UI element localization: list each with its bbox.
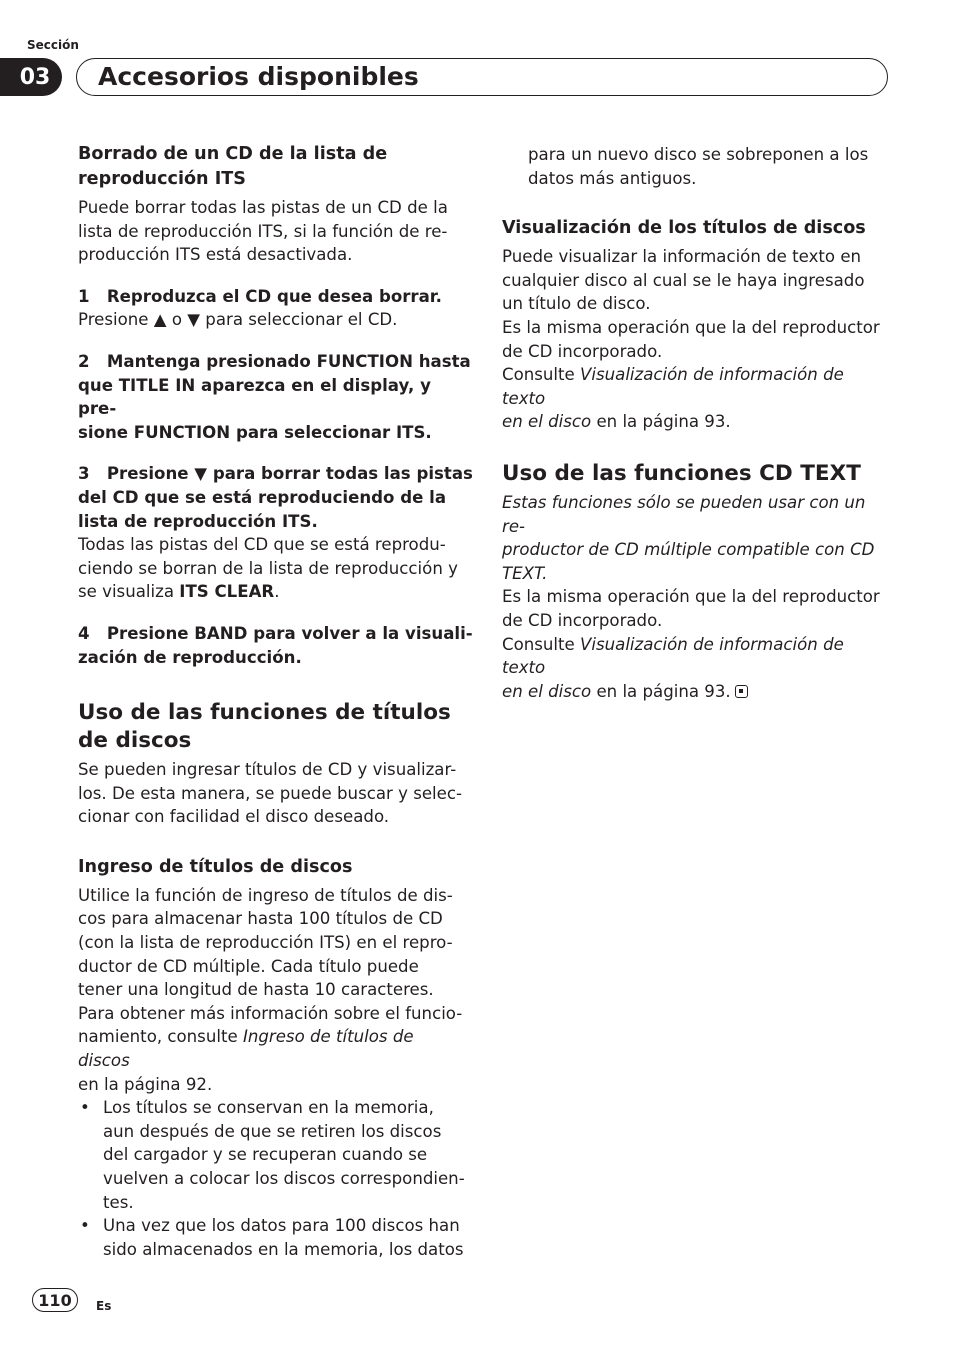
step-3-body-line: se visualiza ITS CLEAR. (78, 582, 280, 602)
page-title: Accesorios disponibles (98, 62, 419, 91)
ingreso-body-line: Para obtener más información sobre el funcio- (78, 1003, 463, 1023)
cdtext-italic-line: Estas funciones sólo se pueden usar con un re- (502, 492, 866, 536)
right-column (502, 143, 892, 703)
ingreso-body-line: cos para almacenar hasta 100 títulos de CD (78, 909, 443, 929)
visualizacion-reference-line: en el disco en la página 93. (502, 412, 731, 432)
left-column (78, 142, 473, 1261)
cdtext-reference-line: en el disco en la página 93. (502, 680, 892, 704)
borrado-body-line: Puede borrar todas las pistas de un CD de la (78, 198, 448, 217)
titles-body-line: cionar con facilidad el disco deseado. (78, 807, 390, 827)
titles-heading-line: Uso de las funciones de títulos (78, 700, 451, 726)
step-3-title-line: 3 Presione ▼ para borrar todas las pistas (78, 464, 473, 484)
visualizacion-body-line: cualquier disco al cual se le haya ingresado (502, 270, 865, 290)
step-4-title-line: zación de reproducción. (78, 647, 302, 667)
step-1-body: Presione ▲ o ▼ para seleccionar el CD. (78, 310, 398, 330)
visualizacion-body-line: Es la misma operación que la del reproductor (502, 317, 880, 337)
ingreso-body-line: ductor de CD múltiple. Cada título puede (78, 956, 419, 976)
step-2-title-line: 2 Mantenga presionado FUNCTION hasta (78, 351, 471, 371)
step-4-title-line: 4 Presione BAND para volver a la visuali- (78, 623, 473, 643)
visualizacion-body-line: Puede visualizar la información de texto en (502, 247, 862, 267)
borrado-heading-line-1: Borrado de un CD de la lista de (78, 144, 388, 164)
visualizacion-reference-link: Visualización de información de texto (502, 365, 844, 408)
ingreso-reference-link: Ingreso de títulos de discos (78, 1027, 414, 1071)
titles-body-line: Se pueden ingresar títulos de CD y visualizar- (78, 760, 457, 780)
step-1-title: 1 Reproduzca el CD que desea borrar. (78, 286, 442, 306)
cdtext-heading: Uso de las funciones CD TEXT (502, 460, 861, 486)
cdtext-reference-line: Consulte Visualización de información de texto (502, 634, 844, 678)
visualizacion-reference-line: Consulte Visualización de información de texto (502, 365, 844, 408)
end-of-section-icon (735, 685, 748, 698)
step-2-title-line: sione FUNCTION para seleccionar ITS. (78, 422, 432, 442)
section-label: Sección (27, 38, 79, 52)
titles-heading-line: de discos (78, 728, 192, 754)
borrado-body-line: lista de reproducción ITS, si la función de re- (78, 221, 448, 241)
borrado-body-line: producción ITS está desactivada. (78, 245, 353, 265)
ingreso-body-line: (con la lista de reproducción ITS) en el repro- (78, 933, 453, 953)
step-3-title-line: lista de reproducción ITS. (78, 511, 318, 531)
cdtext-body-line: Es la misma operación que la del reproductor (502, 587, 880, 607)
borrado-heading-line-2: reproducción ITS (78, 169, 246, 189)
page-number: 110 (32, 1288, 78, 1312)
titles-body-line: los. De esta manera, se puede buscar y selec- (78, 783, 462, 803)
visualizacion-body-line: de CD incorporado. (502, 341, 663, 361)
bullet-item-2-continued: para un nuevo disco se sobreponen a los datos más antiguos. (528, 145, 869, 188)
ingreso-body-line: tener una longitud de hasta 10 caracteres. (78, 980, 434, 1000)
step-2-title-line: que TITLE IN aparezca en el display, y pre- (78, 375, 431, 419)
section-number-badge: 03 (0, 58, 62, 96)
its-clear-label: ITS CLEAR (179, 582, 275, 602)
cdtext-italic-line: TEXT. (502, 563, 548, 583)
ingreso-reference-page: en la página 92. (78, 1074, 213, 1094)
language-code: Es (96, 1299, 112, 1313)
step-3-title-line: del CD que se está reproduciendo de la (78, 487, 447, 507)
ingreso-reference-line: namiento, consulte Ingreso de títulos de discos (78, 1027, 414, 1071)
step-3-body-line: Todas las pistas del CD que se está reprodu- (78, 535, 446, 555)
step-3-body-line: ciendo se borran de la lista de reproducción y (78, 558, 458, 578)
cdtext-italic-line: productor de CD múltiple compatible con CD (502, 540, 875, 560)
visualizacion-body-line: un título de disco. (502, 294, 651, 314)
ingreso-body-line: Utilice la función de ingreso de títulos de dis- (78, 885, 453, 905)
visualizacion-heading: Visualización de los títulos de discos (502, 218, 866, 239)
bullet-item-2: • Una vez que los datos para 100 discos han sido almacenados en la memoria, los datos (78, 1214, 468, 1261)
cdtext-reference-link: Visualización de información de texto (502, 634, 844, 678)
ingreso-heading: Ingreso de títulos de discos (78, 856, 353, 877)
bullet-item-1: • Los títulos se conservan en la memoria, aun después de que se retiren los discos del cargador y se recuperan cuando se vuelven a colocar los discos correspondien- tes. (78, 1096, 468, 1214)
cdtext-body-line: de CD incorporado. (502, 610, 663, 630)
